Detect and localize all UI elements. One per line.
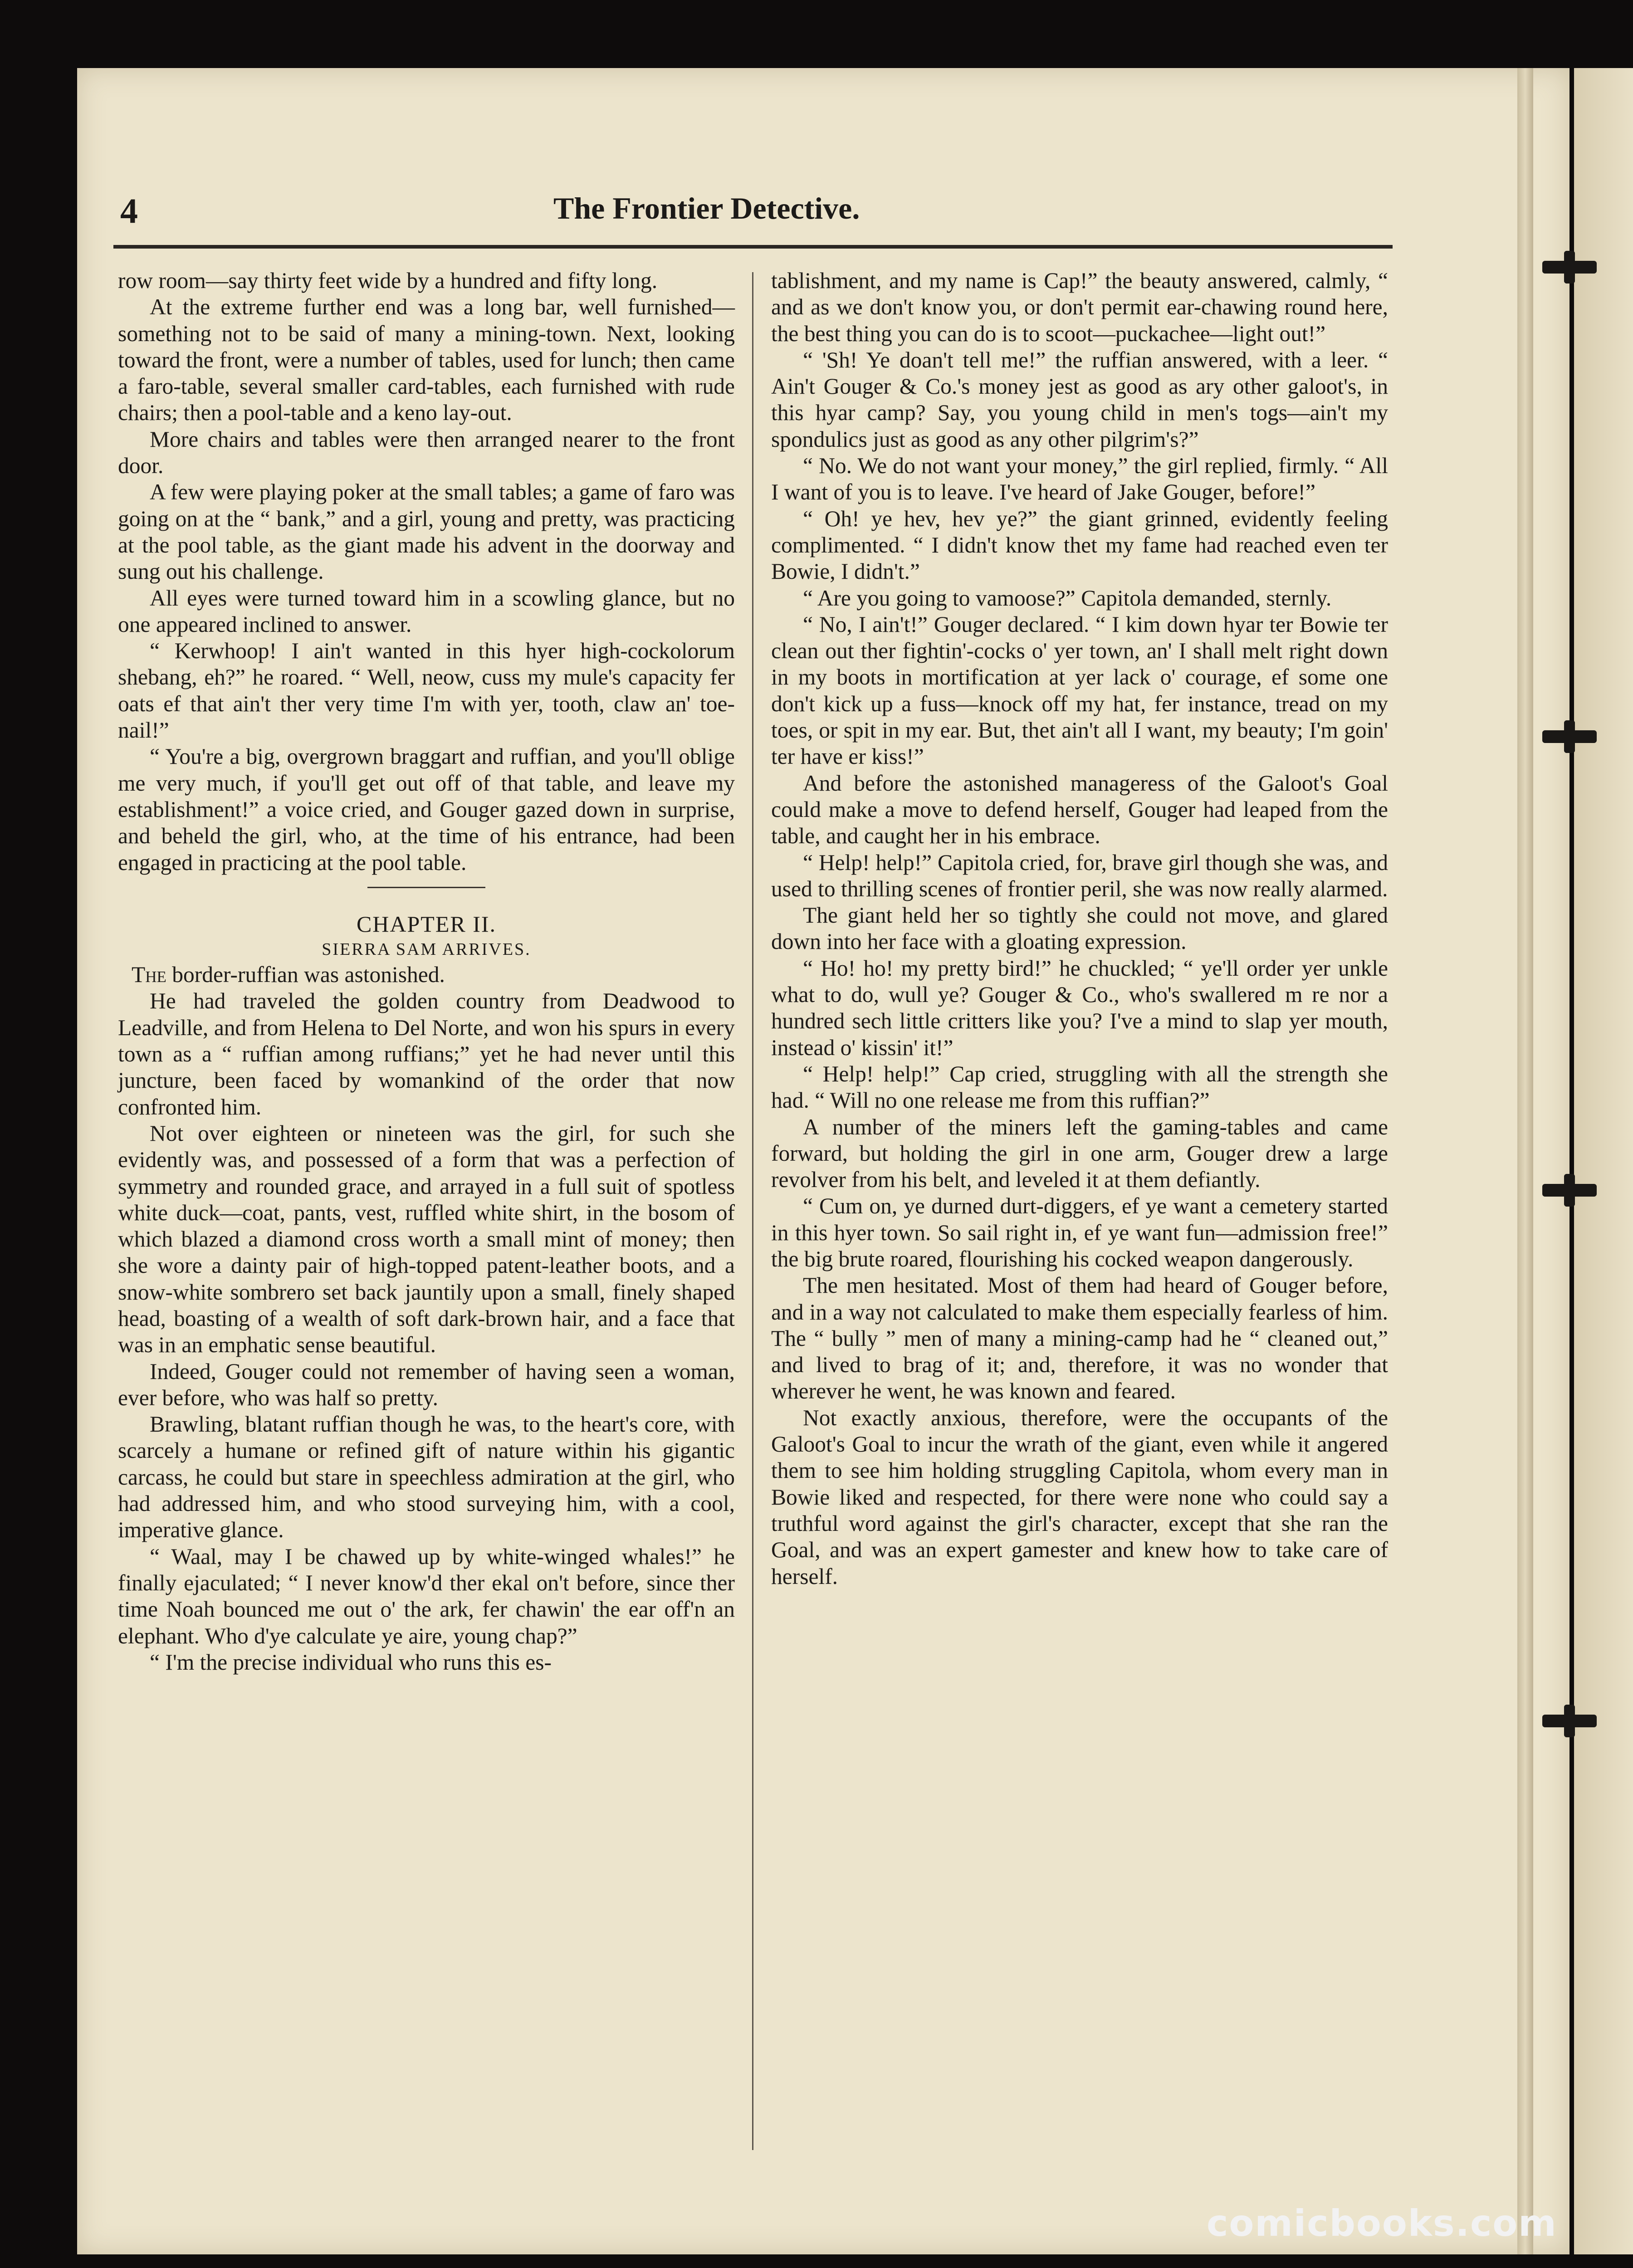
binding-fold — [1517, 68, 1533, 2254]
left-paragraphs — [118, 268, 735, 876]
chapter-first-text: border-ruffian was astonished. — [166, 962, 445, 987]
paragraph: “ No, I ain't!” Gouger declared. “ I kim down hyar ter Bowie ter clean out ther fightin'-cocks o' yer town, an' I shall melt right down in my boots in mortification at yer lack o' courage, ef some one don't kick up a fuss—knock off my hat, fer instance, tread on my toes, or spit in my ear. But, thet ain't all I want, my beauty; I'm goin' ter have er kiss!” — [771, 611, 1388, 769]
page-number: 4 — [120, 191, 138, 230]
chapter-subheading: SIERRA SAM ARRIVES. — [322, 940, 531, 959]
paragraph: “ You're a big, overgrown braggart and ruffian, and you'll oblige me very much, if you'll get out off of that table, and leave my establishment!” a voice cried, and Gouger gazed down in surprise, and beheld the girl, who, at the time of his entrance, had been engaged in practicing at the pool table. — [118, 744, 735, 875]
chapter-drop-word: The — [132, 962, 166, 987]
paragraph: The men hesitated. Most of them had heard of Gouger before, and in a way not calculated to make them especially fearless of him. The “ bully ” men of many a mining-camp had he “ cleaned out,” and lived to brag of it; and, therefore, it was no wonder that wherever he went, he was known and feared. — [771, 1273, 1388, 1404]
paragraph: More chairs and tables were then arranged nearer to the front door. — [118, 426, 735, 479]
paragraph: He had traveled the golden country from Deadwood to Leadville, and from Helena to Del Norte, and won his spurs in every town as a “ ruffian among ruffians;” yet he had never until this juncture, been faced by womankind of the order that now confronted him. — [118, 988, 735, 1119]
header-rule — [113, 245, 1393, 249]
paragraph: tablishment, and my name is Cap!” the beauty answered, calmly, “ and as we don't know you, or don't permit ear-chawing round here, the best thing you can do is to scoot—puckachee—light out!” — [771, 268, 1388, 346]
paragraph: A number of the miners left the gaming-tables and came forward, but holding the girl in one arm, Gouger drew a large revolver from his belt, and leveled it at them defiantly. — [771, 1114, 1388, 1193]
paragraph: A few were playing poker at the small tables; a game of faro was going on at the “ bank,” and a girl, young and pretty, was practicing at the pool table, as the giant made his advent in the doorway and sung out his challenge. — [118, 479, 735, 584]
staple-top-icon — [1542, 261, 1597, 274]
right-column — [771, 268, 1388, 1590]
paragraph: Indeed, Gouger could not remember of having seen a woman, ever before, who was half so pretty. — [118, 1359, 735, 1410]
paragraph: “ I'm the precise individual who runs this es- — [150, 1649, 552, 1675]
paragraph: “ Kerwhoop! I ain't wanted in this hyer high-cockolorum shebang, eh?” he roared. “ Well, neow, cuss my mule's capacity fer oats ef that ain't ther very time I'm with yer, tooth, claw an' toe-nail!” — [118, 638, 735, 743]
chapter-heading: CHAPTER II. — [356, 911, 497, 937]
left-column — [118, 268, 735, 1676]
staple-lower-icon — [1542, 1184, 1597, 1197]
paragraph: “ Cum on, ye durned durt-diggers, ef ye want a cemetery started in this hyer town. So sail right in, ef ye want fun—admission free!” the big brute roared, flourishing his cocked weapon dangerously. — [771, 1193, 1388, 1271]
paragraph: Not exactly anxious, therefore, were the occupants of the Galoot's Goal to incur the wrath of the giant, even while it angered them to see him holding struggling Capitola, whom every man in Bowie liked and respected, for there were none who could say a truthful word against the girl's character, except that she ran the Goal, and was an expert gamester and knew how to take care of herself. — [771, 1405, 1388, 1589]
paragraph: “ Are you going to vamoose?” Capitola demanded, sternly. — [803, 585, 1332, 611]
paragraph: “ Help! help!” Cap cried, struggling with all the strength she had. “ Will no one release me from this ruffian?” — [771, 1061, 1388, 1113]
staple-bottom-icon — [1542, 1715, 1597, 1727]
right-paragraphs — [771, 268, 1388, 1590]
paragraph: All eyes were turned toward him in a scowling glance, but no one appeared inclined to answer. — [118, 585, 735, 637]
paragraph: row room—say thirty feet wide by a hundred and fifty long. — [118, 268, 658, 293]
watermark: comicbooks.com — [1207, 2202, 1557, 2244]
paragraph: Brawling, blatant ruffian though he was, to the heart's core, with scarcely a humane or refined gift of nature within his gigantic carcass, he could but stare in speechless admiration at the girl, who had addressed him, and who stood surveying him, with a cool, imperative glance. — [118, 1412, 735, 1543]
paragraph: Not over eighteen or nineteen was the girl, for such she evidently was, and possessed of a form that was a perfection of symmetry and rounded grace, and arrayed in a full suit of spotless white duck—coat, pants, vest, ruffled white shirt, in the bosom of which blazed a diamond cross worth a small mint of money; then she wore a dainty pair of high-topped patent-leather boots, and a snow-white sombrero set back jauntily upon a small, finely shaped head, boasting of a wealth of soft dark-brown hair, and a face that was in an emphatic sense beautiful. — [118, 1120, 735, 1358]
staple-upper-icon — [1542, 730, 1597, 743]
paragraph: The giant held her so tightly she could not move, and glared down into her face with a gloating expression. — [771, 903, 1388, 954]
column-divider — [752, 272, 753, 2150]
paragraph: “ Ho! ho! my pretty bird!” he chuckled; “ ye'll order yer unkle what to do, wull ye? Gouger & Co., who's swallered m re nor a hundred sech little critters like you? I've a mind to slap yer mouth, instead o' kissin' it!” — [771, 955, 1388, 1060]
paragraph: “ No. We do not want your money,” the girl replied, firmly. “ All I want of you is to leave. I've heard of Jake Gouger, before!” — [771, 453, 1388, 505]
paragraph: “ Oh! ye hev, hev ye?” the giant grinned, evidently feeling complimented. “ I didn't know thet my fame had reached even ter Bowie, I didn't.” — [771, 506, 1388, 584]
paragraph: At the extreme further end was a long bar, well furnished—something not to be said of many a mining-town. Next, looking toward the front, were a number of tables, used for lunch; then came a faro-table, several smaller card-tables, each furnished with rude chairs; then a pool-table and a keno lay-out. — [118, 294, 735, 425]
paragraph: And before the astonished manageress of the Galoot's Goal could make a move to defend herself, Gouger had leaped from the table, and caught her in his embrace. — [771, 770, 1388, 849]
chapter-divider — [367, 887, 485, 888]
paragraph: “ Waal, may I be chawed up by white-winged whales!” he finally ejaculated; “ I never know'd ther ekal on't before, since ther time Noah bounced me out o' the ark, fer chawin' the ear off'n an elephant. Who d'ye calculate ye aire, young chap?” — [118, 1544, 735, 1648]
running-title: The Frontier Detective. — [553, 191, 860, 225]
left-paragraphs-continued — [118, 988, 735, 1676]
next-page-edge — [1574, 68, 1633, 2254]
paragraph: “ 'Sh! Ye doan't tell me!” the ruffian answered, with a leer. “ Ain't Gouger & Co.'s money jest as good as ary other galoot's, in this hyar camp? Say, you young child in men's togs—ain't my spondulics just as good as any other pilgrim's?” — [771, 347, 1388, 452]
paragraph: “ Help! help!” Capitola cried, for, brave girl though she was, and used to thrilling scenes of frontier peril, she was now really alarmed. — [771, 850, 1388, 901]
chapter-first-paragraph — [118, 962, 735, 988]
